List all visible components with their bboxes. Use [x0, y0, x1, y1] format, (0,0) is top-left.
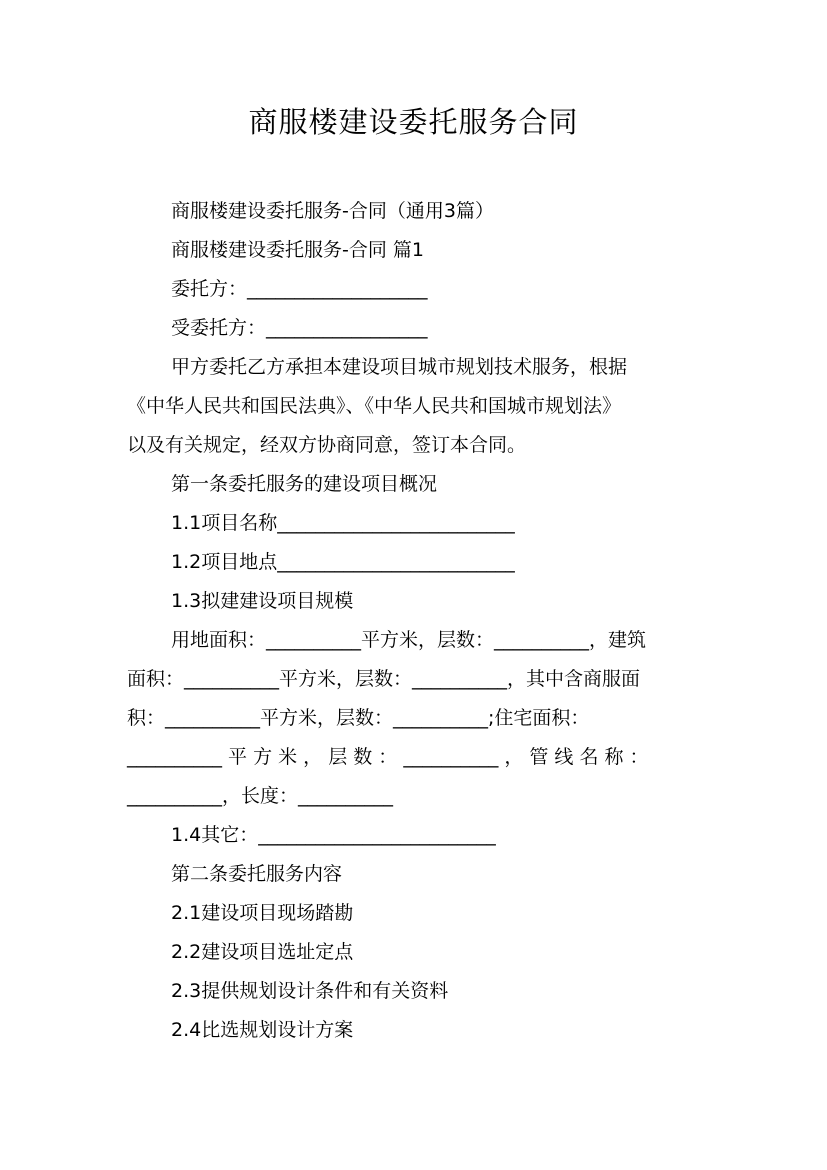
clause-line: 2.1建设项目现场踏勘: [171, 902, 354, 924]
paragraph-line: __________ 平 方 米 ， 层 数 ： __________ ， 管 线 名 称 ：: [127, 746, 649, 768]
clause-line: 2.3提供规划设计条件和有关资料: [171, 980, 449, 1002]
clause-line: 2.4比选规划设计方案: [171, 1019, 354, 1041]
paragraph-line: 以及有关规定，经双方协商同意，签订本合同。: [127, 434, 527, 456]
article-heading: 第一条委托服务的建设项目概况: [171, 473, 438, 495]
paragraph-line: 面积：__________平方米，层数：__________，其中含商服面: [127, 668, 641, 690]
subtitle-line: 商服楼建设委托服务-合同（通用3篇）: [171, 200, 494, 222]
document-title: 商服楼建设委托服务合同: [248, 105, 579, 139]
paragraph-line: 甲方委托乙方承担本建设项目城市规划技术服务，根据: [171, 356, 628, 378]
paragraph-line: 积：__________平方米，层数：__________;住宅面积：: [127, 707, 590, 729]
clause-line: 1.4其它：_________________________: [171, 824, 496, 846]
clause-line: 1.1项目名称_________________________: [171, 512, 515, 534]
client-field: 委托方：___________________: [171, 278, 428, 300]
article-heading: 第二条委托服务内容: [171, 863, 343, 885]
clause-line: 1.3拟建建设项目规模: [171, 590, 354, 612]
paragraph-line: 用地面积：__________平方米，层数：__________，建筑: [171, 629, 647, 651]
clause-line: 1.2项目地点_________________________: [171, 551, 515, 573]
contractor-field: 受委托方：_________________: [171, 317, 428, 339]
paragraph-line: 《中华人民共和国民法典》、《中华人民共和国城市规划法》: [127, 395, 622, 417]
section-heading: 商服楼建设委托服务-合同 篇1: [171, 239, 424, 261]
clause-line: 2.2建设项目选址定点: [171, 941, 354, 963]
paragraph-line: __________，长度：__________: [127, 785, 394, 807]
